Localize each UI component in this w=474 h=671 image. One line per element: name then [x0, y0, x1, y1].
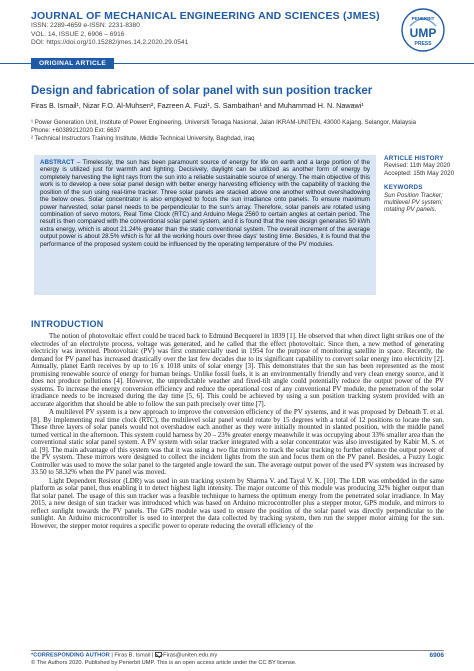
- abstract-text: – Timelessly, the sun has been paramount source of energy for life on earth and a large portion of the energy is utilized just for warmth and lighting. Decisively, daylight can be utilized as another form of energy by completely harvesting the light rays from the sun into a reliable sustainable source of energy. The main objective of this work is to develop a new solar panel design with better energy harvesting efficiency with the capability of tracking the position of the sun using real-time tracker. Three solar panels are stacked above one another without overshadowing the below ones. Solar concentrator is also employed to focus the sun irradiance onto panels. To ensure maximum power harvested, solar panel needs to be perpendicular to the sun's array. Therefore, solar panels are rotated using combination of servo motors, Real Time Clock (RTC) and Arduino Mega 2560 to certain angles at certain period. The result is then compared with the conventional solar panel system, and it is found that the new design generates 50 kWh extra energy, which is about 21.24% greater than the static conventional system. The overall increment of the average output power is about 28.5% which is for all the working hours over three days' testing time. Besides, it is found that the performance of the proposed system could be influenced by the operating temperature of the PV modules.: [40, 159, 370, 248]
- journal-doi[interactable]: DOI: https://doi.org/10.15282/jmes.14.2.2020.29.0541: [31, 39, 189, 47]
- introduction-body: [31, 333, 444, 531]
- corresponding-author-name: | Firas B. Ismail |: [109, 652, 156, 659]
- ump-press-logo: [400, 8, 446, 52]
- section-heading-introduction: INTRODUCTION: [31, 319, 104, 329]
- corresponding-author-label: *CORRESPONDING AUTHOR: [31, 652, 110, 659]
- abstract-label: ABSTRACT: [40, 159, 75, 166]
- author-list: Firas B. Ismail¹, Nizar F.O. Al-Muhsen², Fazreen A. Fuzi¹, S. Sambathan¹ and Muhammad H. N. Nawawi¹: [31, 101, 364, 110]
- article-history-heading: ARTICLE HISTORY: [384, 155, 444, 162]
- revised-date: Revised: 11th May 2020: [384, 162, 451, 170]
- journal-issn: ISSN: 2289-4659 e-ISSN: 2231-8380: [31, 22, 140, 29]
- author-email-link[interactable]: Firas@uniten.edu.my: [163, 652, 218, 659]
- logo-main-text: UMP: [409, 26, 437, 40]
- paragraph: A multilevel PV system is a new approach to improve the conversion efficiency of the PV systems, and it was proposed by Debnath T. et al. [8]. By implementing real time clock (RTC), the multilevel solar panel would rotate by 15 degrees with a total of 12 positions to locate the sun. These three layers of solar panels would not overshadow each another as they were initially mounted in slanted position, with the middle panel turned vertical in the afternoon. This system could harness by 20 – 23% greater energy meanwhile it was occupying about 33% smaller area than the conventional static solar panel system. A PV system with solar tracker integrated with a solar concentrator was also investigated by Kabir M. S. et al. [9]. The main advantage of this system was that it was using a two flat mirrors to track the solar tracking to further enhance the output power of the PV system. These mirrors were designed to collect the incident lights from the sun and focus them on the PV panel. Besides, a Fuzzy Logic Controller was used to move the solar panel to the targeted angle toward the sun. The average output power of the used PV system was increased by 33.50 to 58.32% when the PV panel was moved.: [31, 408, 444, 477]
- mail-icon: [155, 652, 162, 657]
- affiliation-2: ² Technical Instructors Training Institute, Middle Technical University, Baghdad, Iraq: [31, 135, 255, 143]
- keywords-heading: KEYWORDS: [384, 184, 423, 192]
- article-sidebar: [384, 155, 464, 214]
- copyright-notice: © The Authors 2020. Published by Penerbit UMP. This is an open access article under the CC BY license.: [31, 659, 297, 666]
- logo-bottom-text: PRESS: [414, 41, 432, 47]
- affiliation-1: ¹ Power Generation Unit, Institute of Power Engineering, Universiti Tenaga Nasional, Jalan IKRAM-UNITEN, 43000 Kajang, Selangor, Malaysia: [31, 119, 417, 126]
- keywords-text: Sun Position Tracker; multilevel PV system; rotating PV panels.: [384, 191, 443, 214]
- footer-divider: [31, 650, 444, 651]
- page-footer: [31, 652, 444, 667]
- affiliations: [31, 119, 451, 143]
- affiliation-phone: Phone: +60389212020 Ext: 6637: [31, 127, 121, 135]
- paragraph: The notion of photovoltaic effect could be traced back to Edmund Becquerel in 1839 [1]. He observed that when direct light strikes one of the electrodes of an electrolyte process, voltage was generated, and he called that the effect photovoltaic. Since then, a new method of generating electricity was invented. Photovoltaic (PV) was first commercially used in 1954 for the purpose of monitoring satellite in space. Recently, the demand for PV panel has increased drastically over the last few decades due to its significant capability to convert solar energy into electricity [2]. Annually, planet Earth receives by up to 16 x 1018 units of solar energy [3]. This demonstrates that the sun has been represented as the most promising renewable source of energy for human beings. Unlike fossil fuels, it is an environmentally friendly and very clean energy source, and it does not produce pollutions [4]. However, the unpredictable weather and fixed-tilt angle could potentially reduce the output power of the PV systems. To increase the energy conversion efficiency and reduce the operational cost of any conventional PV module, the penetration of the solar irradiance needs to be increased during the day time [5, 6]. This could be achieved by using a sun position tracking system provided with an accurate algorithm that should be able to follow the sun path precisely over time [7].: [31, 332, 444, 408]
- journal-volume: VOL. 14, ISSUE 2, 6906 – 6916: [31, 30, 125, 38]
- paragraph: Light Dependent Resistor (LDR) was used in sun tracking system by Sharma V. and Tayal V. K. [10]. The LDR was embedded in the same platform as solar panel, thus enabling it to detect highest light intensity. The major outcome of this module was producing 32% higher output than flat solar panel. The usage of this sun tracker was a feasible technique to harness the optimum energy from the penetrated solar irradiance. In May 2015, a new design of sun tracker was introduced which was based on Arduino microcontroller plus a stepper motor, GPS module, and mirrors to reflect sunlight towards the PV panels. The GPS module was used to ensure the position of the solar panel was directly perpendicular to the sunlight. An Arduino microcontroller is used to interpret the data collected by tracking system, then run the stepper motor aiming for the sun. However, the stepper motor requires a specific power to operate reducing the overall efficiency of the: [31, 476, 444, 530]
- article-title: Design and fabrication of solar panel with sun position tracker: [31, 85, 373, 97]
- page-number: 6906: [429, 652, 444, 659]
- abstract-box: [34, 155, 376, 295]
- logo-top-text: PENERBIT: [411, 16, 435, 21]
- accepted-date: Accepted: 15th May 2020: [384, 169, 455, 177]
- article-type-badge: ORIGINAL ARTICLE: [31, 58, 114, 69]
- article-type-bar: [0, 58, 474, 69]
- journal-title: JOURNAL OF MECHANICAL ENGINEERING AND SCIENCES (JMES): [31, 10, 380, 22]
- journal-header: [31, 10, 411, 48]
